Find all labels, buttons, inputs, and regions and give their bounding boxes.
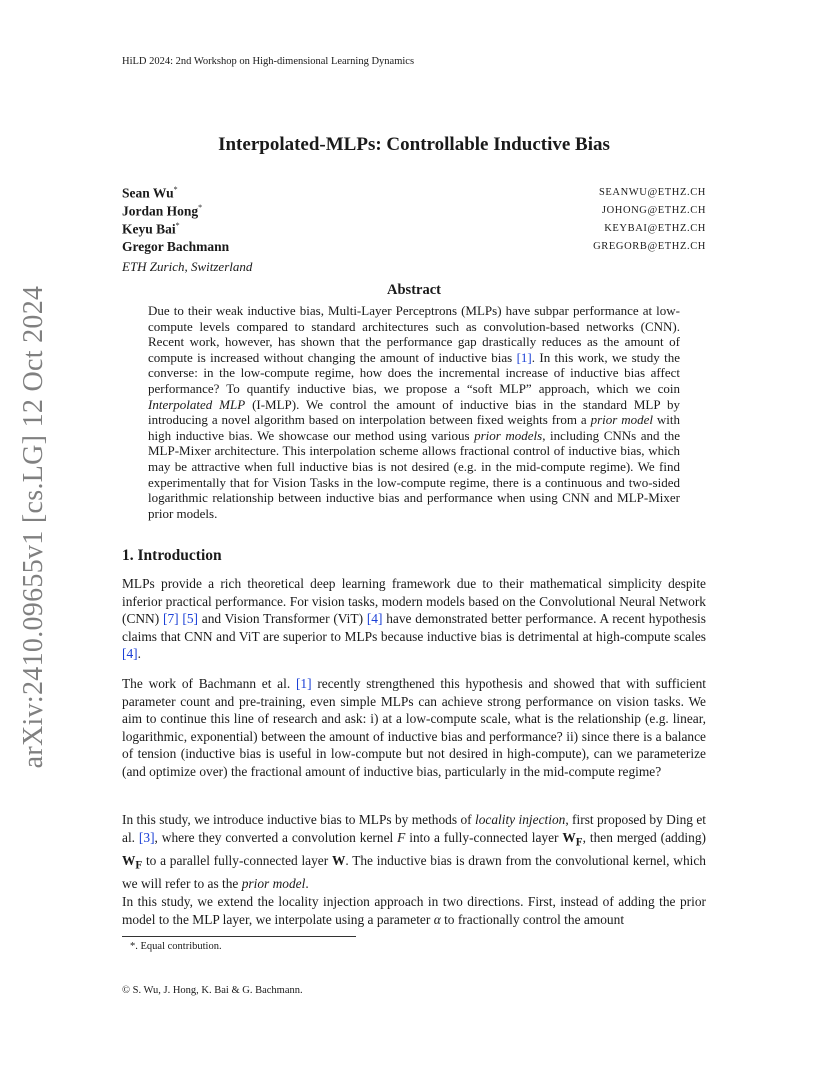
equal-contribution-mark: * — [175, 221, 180, 230]
copyright-line: © S. Wu, J. Hong, K. Bai & G. Bachmann. — [122, 985, 303, 996]
math-symbol: $W_F$ — [122, 852, 143, 872]
running-header: HiLD 2024: 2nd Workshop on High-dimensional Learning Dynamics — [122, 56, 415, 67]
paper-title: Interpolated-MLPs: Controllable Inductive Bias — [218, 134, 610, 155]
citation-link[interactable]: [7] — [162, 611, 179, 627]
citation-link[interactable]: [5] — [182, 611, 199, 627]
section-heading: 1. Introduction — [122, 547, 222, 564]
footnote-divider — [122, 936, 356, 937]
math-symbol: α — [433, 911, 441, 927]
equal-contribution-mark: * — [173, 185, 178, 194]
author-name: Keyu Bai* — [122, 221, 180, 237]
arxiv-identifier[interactable]: arXiv:2410.09655v1 [cs.LG] 12 Oct 2024 — [18, 285, 49, 769]
affiliation: ETH Zurich, Switzerland — [122, 259, 253, 274]
author-email[interactable]: SEANWU@ETHZ.CH — [598, 187, 706, 198]
abstract-heading: Abstract — [387, 282, 441, 298]
citation-link[interactable]: [1] — [295, 676, 312, 691]
author-email[interactable]: KEYBAI@ETHZ.CH — [604, 223, 706, 234]
equal-contribution-mark: * — [198, 203, 203, 212]
citation-link[interactable]: [3] — [138, 829, 155, 845]
math-symbol: W — [331, 852, 346, 868]
citation-link[interactable]: [4] — [122, 646, 138, 662]
math-symbol: F — [397, 829, 406, 845]
paragraph: The work of Bachmann et al. [1] recently strengthened this hypothesis and showed that with sufficient parameter count and pre-training, even simple MLPs can achieve strong performance on vision tasks. We aim to continue this line of research and ask: i) at a low-compute scale, what is the relationship (e.g. linear, logarithmic, exponential) between the amount of inductive bias and performance? ii) since there is a balance of tension (inductive bias is useful in low-compute but not desired in high-compute), can we parameterize (and optimize over) the fractional amount of inductive bias, particularly in the mid-compute regime? — [122, 676, 706, 779]
author-name: Sean Wu* — [122, 185, 178, 201]
citation-link[interactable]: [4] — [366, 611, 383, 627]
author-name: Gregor Bachmann — [122, 239, 230, 254]
citation-link[interactable]: [1] — [516, 349, 532, 365]
footnote: *. Equal contribution. — [130, 941, 222, 952]
author-name: Jordan Hong* — [122, 203, 203, 219]
author-email[interactable]: GREGORB@ETHZ.CH — [593, 241, 706, 252]
paragraph: MLPs provide a rich theoretical deep learning framework due to their mathematical simplicity despite inferior practical performance. For vision tasks, modern models based on the Convolutional Neural Network (CNN) [7] [5] and Vision Transformer (ViT) [4] have demonstrated better performance. A recent hypothesis claims that CNN and ViT are superior to MLPs because inductive bias is detrimental at high-compute scales [4]. — [122, 576, 706, 662]
math-symbol: $W_F$ — [562, 829, 583, 849]
author-email[interactable]: JOHONG@ETHZ.CH — [601, 205, 706, 216]
abstract-body: Due to their weak inductive bias, Multi-Layer Perceptrons (MLPs) have subpar performance at low-compute levels compared to standard architectures such as convolution-based networks (CNN). Recent work, however, has shown that the performance gap drastically reduces as the amount of compute is increased without changing the amount of inductive bias [1]. In this work, we study the converse: in the low-compute regime, how does the incremental increase of inductive bias affect performance? To quantify inductive bias, we propose a “soft MLP” approach, which we coin Interpolated MLP (I-MLP). We control the amount of inductive bias in the standard MLP by introducing a novel algorithm based on interpolation between fixed weights from a prior model with high inductive bias. We showcase our method using various prior models, including CNNs and the MLP-Mixer architecture. This interpolation scheme allows fractional control of inductive bias, which may be attractive when full inductive bias is not desired (e.g. in the mid-compute regime). We find experimentally that for Vision Tasks in the low-compute regime, there is a continuous and two-sided logarithmic relationship between inductive bias and performance when using CNN and MLP-Mixer prior models. — [148, 303, 681, 521]
paragraph: In this study, we extend the locality injection approach in two directions. First, instead of adding the prior model to the MLP layer, we interpolate using a parameter α to fractionally control the amount — [122, 894, 706, 927]
paragraph: In this study, we introduce inductive bias to MLPs by methods of locality injection, first proposed by Ding et al. [3], where they converted a convolution kernel F into a fully-connected layer $W_F$, then merged (adding) $W_F$ to a parallel fully-connected layer W. The inductive bias is drawn from the convolutional kernel, which we will refer to as the prior model. — [122, 812, 707, 892]
